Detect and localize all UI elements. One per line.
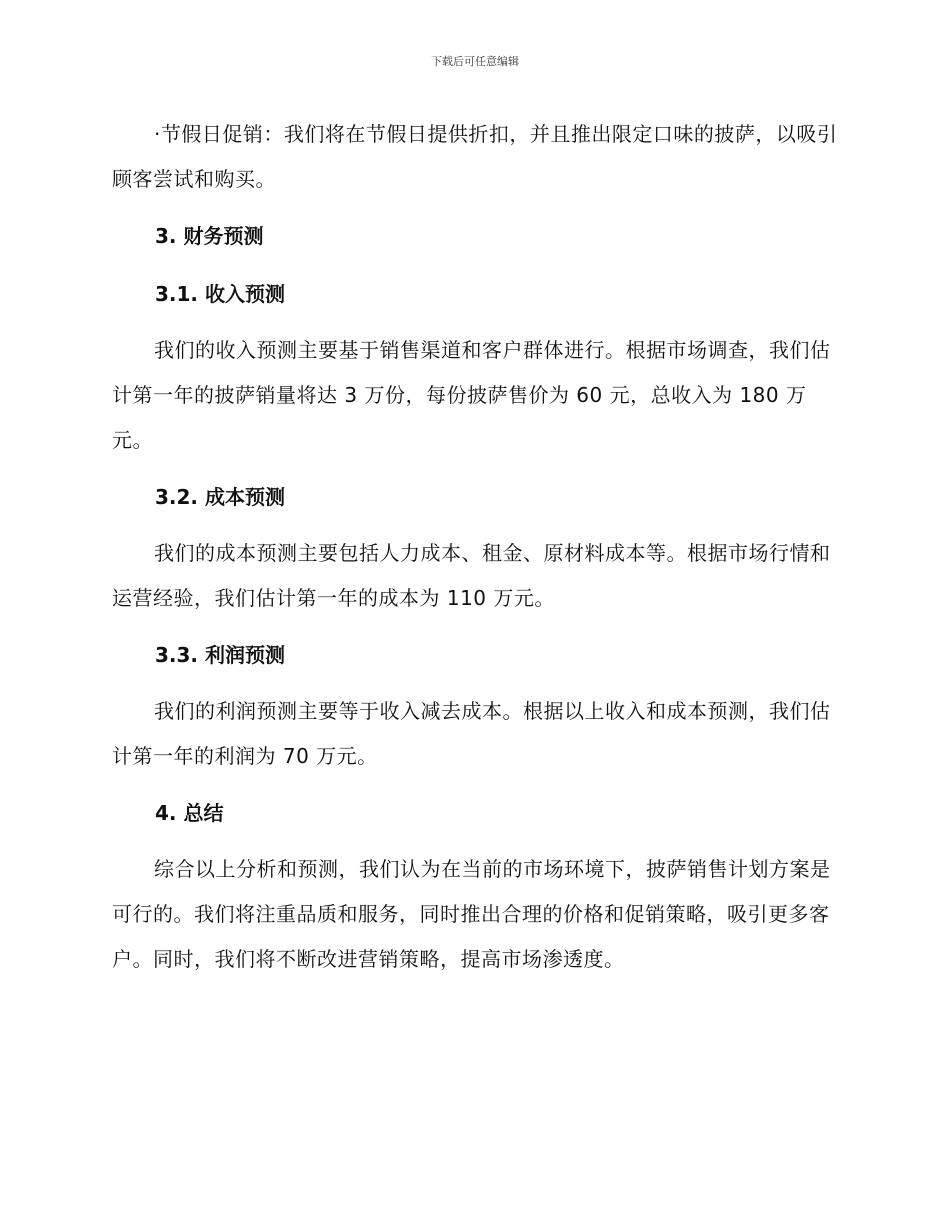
section-3-1-body: 我们的收入预测主要基于销售渠道和客户群体进行。根据市场调查，我们估计第一年的披萨销量将达 3 万份，每份披萨售价为 60 元，总收入为 180 万元。	[112, 338, 831, 452]
section-3-2-body: 我们的成本预测主要包括人力成本、租金、原材料成本等。根据市场行情和运营经验，我们估计第一年的成本为 110 万元。	[112, 541, 831, 610]
section-3-title: 3. 财务预测	[155, 224, 264, 248]
section-4-title: 4. 总结	[155, 801, 224, 825]
section-4-body: 综合以上分析和预测，我们认为在当前的市场环境下，披萨销售计划方案是可行的。我们将注重品质和服务，同时推出合理的价格和促销策略，吸引更多客户。同时，我们将不断改进营销策略，提高市场渗透度。	[112, 857, 831, 971]
document-content	[112, 112, 842, 982]
section-3-3-body: 我们的利润预测主要等于收入减去成本。根据以上收入和成本预测，我们估计第一年的利润为 70 万元。	[112, 699, 831, 768]
holiday-promo-paragraph: ·节假日促销：我们将在节假日提供折扣，并且推出限定口味的披萨，以吸引顾客尝试和购买。	[112, 122, 838, 191]
section-3-3-title: 3.3. 利润预测	[155, 643, 285, 667]
section-3-1-title: 3.1. 收入预测	[155, 282, 285, 306]
section-3-2-title: 3.2. 成本预测	[155, 485, 285, 509]
header-note: 下载后可任意编辑	[431, 55, 519, 68]
